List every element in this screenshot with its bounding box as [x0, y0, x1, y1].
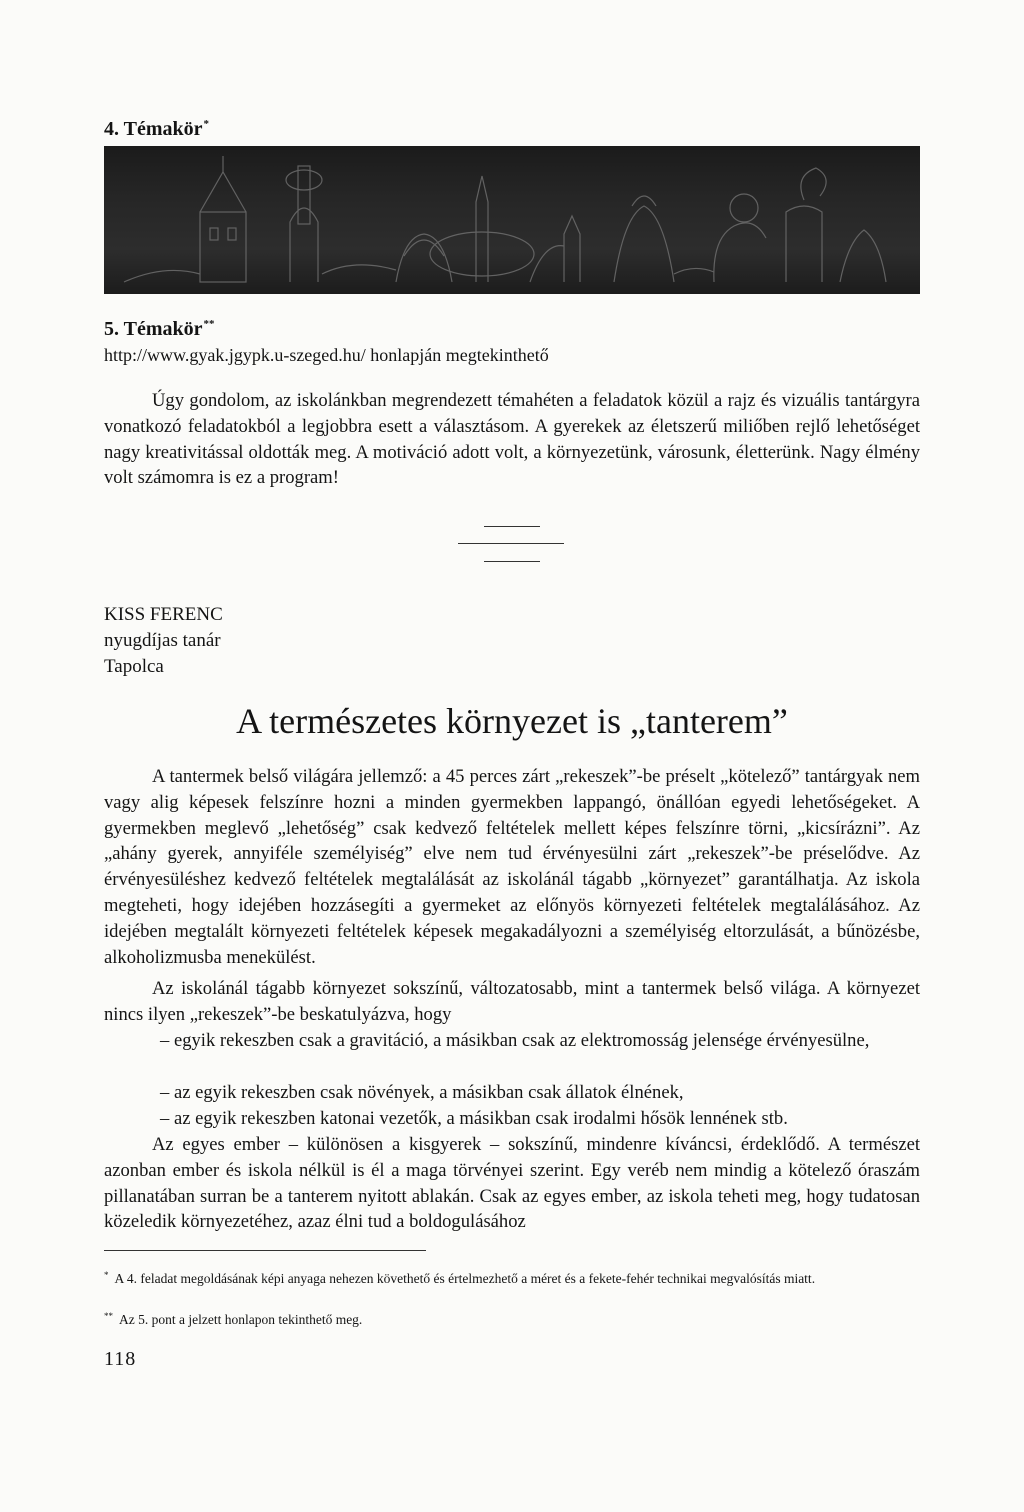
footnote-separator — [104, 1250, 426, 1251]
author-town: Tapolca — [104, 656, 164, 677]
body-list-item: – egyik rekeszben csak a gravitáció, a másikban csak az elektromosság jelensége érvényesülne, — [160, 1030, 870, 1051]
footnote: ** Az 5. pont a jelzett honlapon tekinthető meg. — [104, 1311, 363, 1327]
separator-line-top — [484, 526, 540, 527]
author-name: KISS FERENC — [104, 604, 223, 625]
separator-line-bottom — [484, 561, 540, 562]
body-list-item: – az egyik rekeszben csak növények, a másikban csak állatok élnének, — [160, 1082, 684, 1103]
section-4-heading: 4. Témakör* — [104, 118, 210, 140]
author-role: nyugdíjas tanár — [104, 630, 221, 651]
website-reference: http://www.gyak.jgypk.u-szeged.hu/ honlapján megtekinthető — [104, 345, 549, 365]
body-paragraph: A tantermek belső világára jellemző: a 45 perces zárt „rekeszek”-be préselt „kötelező” tantárgyak nem vagy alig képesek felszínre hozni a minden gyermekben lappangó, önállóan egyedi lehetőségeket. A gyermekben meglevő „lehetőség” csak kedvező feltételek mellett képes felszínre törni, „kicsírázni”. Az „ahány gyerek, annyiféle személyiség” elve nem tud érvényesülni zárt „rekeszek”-be préselődve. Az érvényesüléshez kedvező feltételek megtalálását az iskolánál tágabb „környezet” garantálhatja. Az iskola megteheti, hogy idejében hozzásegíti a gyermeket az előnyös környezeti feltételek megtalálásához. Az idejében megtalált környezeti feltételek képesek megakadályozni a személyiség eltorzulását, a bűnözésbe, alkoholizmusba menekülést. — [104, 766, 920, 968]
body-paragraph: Az egyes ember – különösen a kisgyerek – sokszínű, mindenre kíváncsi, érdeklődő. A természet azonban ember és iskola nélkül is él a maga törvényei szerint. Egy veréb nem mindig a kötelező óraszám pillanatában surran be a tanterem nyitott ablakán. Csak az egyes ember, az iskola teheti meg, hogy tudatosan közeledik környezetéhez, azaz élni tud a boldogulásához — [104, 1134, 920, 1233]
artwork-sketch — [104, 146, 920, 294]
body-paragraph: Az iskolánál tágabb környezet sokszínű, változatosabb, mint a tantermek belső világa. A környezet nincs ilyen „rekeszek”-be beskatulyázva, hogy — [104, 978, 920, 1025]
author-block — [104, 602, 223, 680]
intro-paragraph: Úgy gondolom, az iskolánkban megrendezett témahéten a feladatok közül a rajz és vizuális tantárgyra vonatkozó feladatokból a legjobbra esett a választásom. A gyerekek az életszerű miliőben rejlő lehetőséget nagy kreativitással oldották meg. A motiváció adott volt, a környezetünk, városunk, életterünk. Nagy élmény volt számomra is ez a program! — [104, 390, 920, 489]
body-list-item: – az egyik rekeszben katonai vezetők, a másikban csak irodalmi hősök lennének stb. — [160, 1108, 788, 1129]
footnote: * A 4. feladat megoldásának képi anyaga nehezen követhető és értelmezhető a méret és a fekete-fehér technikai megvalósítás miatt. — [104, 1270, 816, 1286]
student-artwork-image — [104, 146, 920, 294]
section-5-heading: 5. Témakör** — [104, 318, 215, 340]
page-number: 118 — [104, 1348, 137, 1370]
separator-line-middle — [458, 543, 564, 544]
article-title: A természetes környezet is „tanterem” — [236, 701, 788, 741]
